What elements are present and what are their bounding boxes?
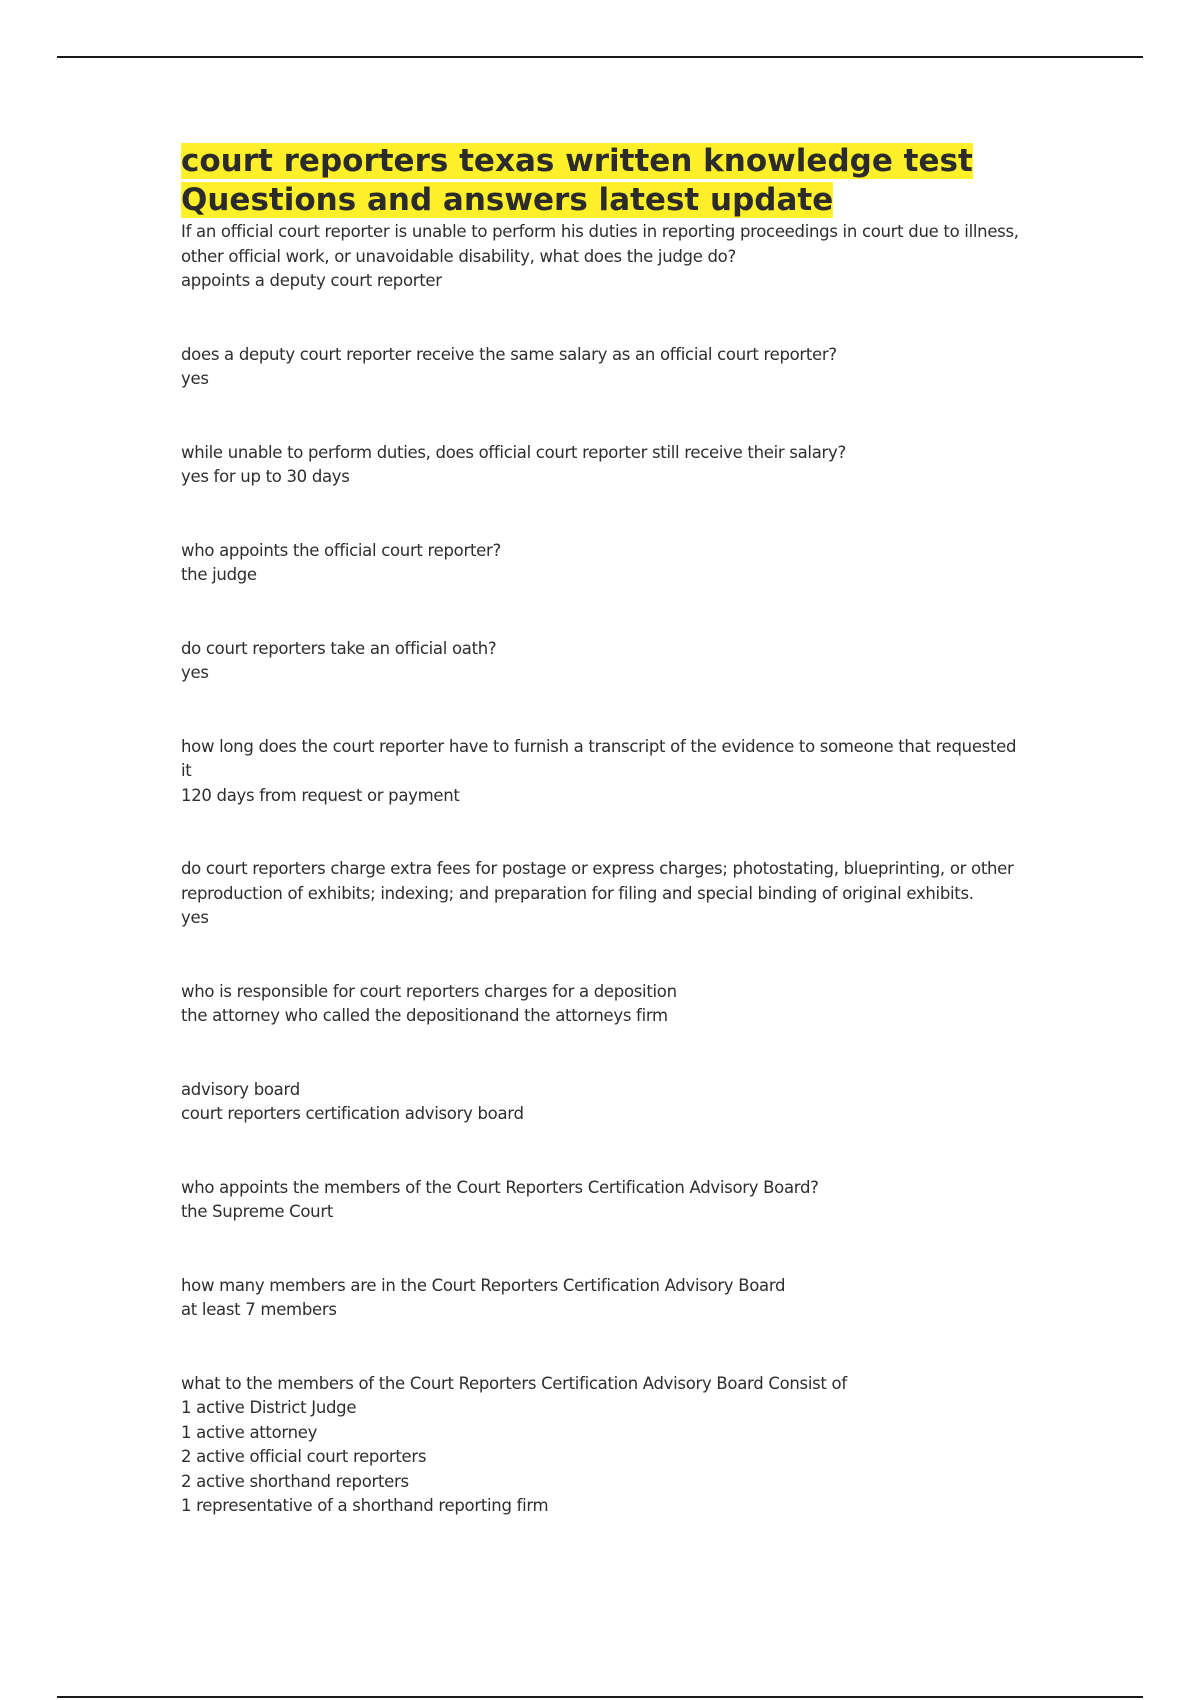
- title-line-1: court reporters texas written knowledge test: [181, 143, 973, 179]
- answer-text: [181, 563, 1021, 588]
- question-text: does a deputy court reporter receive the same salary as an official court reporter?: [181, 344, 837, 364]
- answer-line: 2 active shorthand reporters: [181, 1471, 409, 1491]
- answer-text: [181, 1200, 1021, 1225]
- answer-line: yes for up to 30 days: [181, 467, 350, 486]
- header-rule: [57, 56, 1143, 58]
- answer-line: yes: [181, 369, 209, 388]
- qa-list: [181, 220, 1021, 1519]
- question-text: how many members are in the Court Reporters Certification Advisory Board: [181, 1275, 786, 1295]
- question-text: advisory board: [181, 1079, 300, 1099]
- answer-text: [181, 661, 1021, 686]
- question-text: do court reporters charge extra fees for postage or express charges; photostating, blueprinting, or other reproduction of exhibits; indexing; and preparation for filing and special binding of original exhibits.: [181, 859, 1014, 903]
- qa-item: [181, 343, 1021, 392]
- answer-line: 1 representative of a shorthand reporting firm: [181, 1496, 549, 1515]
- qa-item: [181, 1372, 1021, 1519]
- answer-text: [181, 906, 1021, 931]
- answer-line: appoints a deputy court reporter: [181, 271, 442, 290]
- question-text: what to the members of the Court Reporters Certification Advisory Board Consist of: [181, 1373, 847, 1393]
- answer-line: yes: [181, 663, 209, 682]
- answer-text: [181, 465, 1021, 490]
- title-line-2: Questions and answers latest update: [181, 182, 834, 218]
- answer-text: [181, 1102, 1021, 1127]
- answer-text: [181, 367, 1021, 392]
- answer-line: the attorney who called the depositionand the attorneys firm: [181, 1006, 668, 1025]
- question-text: while unable to perform duties, does official court reporter still receive their salary?: [181, 442, 846, 462]
- answer-line: 120 days from request or payment: [181, 785, 460, 805]
- qa-item: [181, 1176, 1021, 1225]
- question-text: do court reporters take an official oath?: [181, 638, 497, 658]
- answer-line: at least 7 members: [181, 1300, 337, 1319]
- answer-text: [181, 784, 1021, 809]
- qa-item: [181, 857, 1021, 931]
- question-text: how long does the court reporter have to furnish a transcript of the evidence to someone that requested it: [181, 736, 1017, 780]
- answer-line: the judge: [181, 565, 257, 584]
- qa-item: [181, 980, 1021, 1029]
- qa-item: [181, 539, 1021, 588]
- answer-line: yes: [181, 908, 209, 927]
- qa-item: [181, 735, 1021, 809]
- question-text: If an official court reporter is unable to perform his duties in reporting proceedings in court due to illness, other official work, or unavoidable disability, what does the judge do?: [181, 222, 1019, 266]
- qa-item: [181, 637, 1021, 686]
- qa-item: [181, 441, 1021, 490]
- qa-item: [181, 220, 1021, 294]
- answer-line: 1 active District Judge: [181, 1398, 357, 1417]
- answer-line: 2 active official court reporters: [181, 1447, 427, 1466]
- document-body: [181, 142, 1021, 1568]
- question-text: who is responsible for court reporters charges for a deposition: [181, 981, 677, 1001]
- answer-line: 1 active attorney: [181, 1422, 318, 1442]
- answer-line: the Supreme Court: [181, 1202, 333, 1221]
- question-text: who appoints the official court reporter?: [181, 540, 501, 560]
- answer-line: court reporters certification advisory board: [181, 1104, 524, 1123]
- document-title: [181, 142, 1021, 220]
- answer-text: [181, 1396, 1021, 1519]
- answer-text: [181, 1298, 1021, 1323]
- footer-rule: [57, 1696, 1143, 1698]
- qa-item: [181, 1078, 1021, 1127]
- qa-item: [181, 1274, 1021, 1323]
- question-text: who appoints the members of the Court Reporters Certification Advisory Board?: [181, 1177, 819, 1197]
- answer-text: [181, 1004, 1021, 1029]
- answer-text: [181, 269, 1021, 294]
